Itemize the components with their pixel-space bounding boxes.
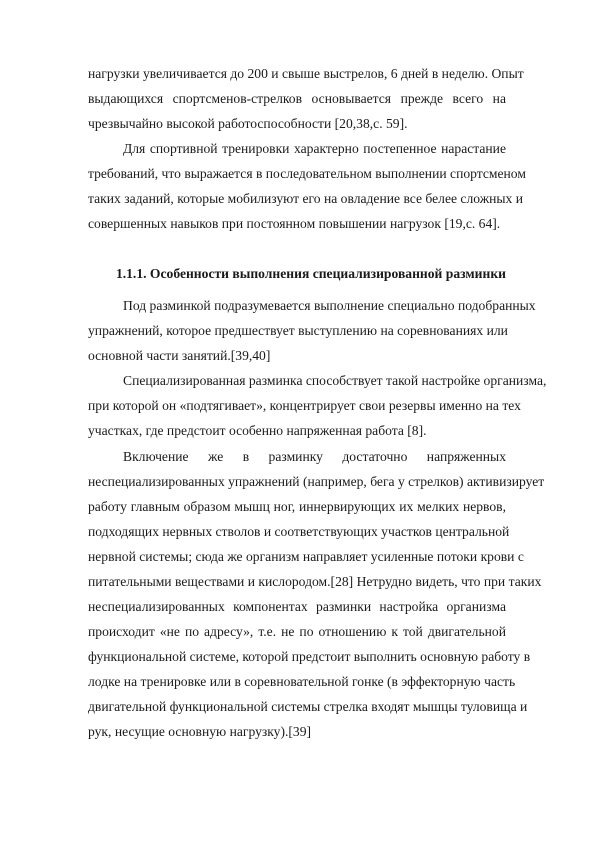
- text-line: выдающихся спортсменов-стрелков основывается прежде всего на: [88, 91, 506, 106]
- text-line: функциональной системе, которой предстоит выполнить основную работу в: [88, 649, 531, 664]
- text-line: совершенных навыков при постоянном повышении нагрузок [19,с. 64].: [88, 216, 501, 231]
- text-line: рук, несущие основную нагрузку).[39]: [88, 724, 312, 739]
- text-line: Для спортивной тренировки характерно постепенное нарастание: [123, 141, 506, 156]
- section-heading: 1.1.1. Особенности выполнения специализированной разминки: [115, 266, 506, 281]
- text-line: подходящих нервных стволов и соответствующих участков центральной: [88, 524, 510, 539]
- text-line: Включение же в разминку достаточно напряженных: [123, 449, 506, 464]
- text-line: неспециализированных упражнений (например, бега у стрелков) активизирует: [88, 474, 545, 489]
- text-line: Под разминкой подразумевается выполнение специально подобранных: [123, 298, 536, 313]
- text-line: неспециализированных компонентах разминки настройка организма: [88, 599, 506, 614]
- text-line: лодке на тренировке или в соревновательной гонке (в эффекторную часть: [88, 674, 516, 689]
- text-line: чрезвычайно высокой работоспособности [20,38,с. 59].: [88, 116, 408, 131]
- text-line: нервной системы; сюда же организм направляет усиленные потоки крови с: [88, 549, 524, 564]
- text-line: двигательной функциональной системы стрелка входят мышцы туловища и: [88, 699, 528, 714]
- text-line: Специализированная разминка способствует такой настройке организма,: [123, 373, 547, 388]
- text-line: требований, что выражается в последовательном выполнении спортсменом: [88, 166, 526, 181]
- text-line: участках, где предстоит особенно напряженная работа [8].: [88, 423, 427, 438]
- text-line: питательными веществами и кислородом.[28] Нетрудно видеть, что при таких: [88, 574, 542, 589]
- text-line: нагрузки увеличивается до 200 и свыше выстрелов, 6 дней в неделю. Опыт: [88, 66, 524, 81]
- text-line: таких заданий, которые мобилизуют его на овладение все белее сложных и: [88, 191, 523, 206]
- text-line: работу главным образом мышц ног, иннервирующих их мелких нервов,: [88, 499, 506, 514]
- text-line: основной части занятий.[39,40]: [88, 348, 271, 363]
- text-line: упражнений, которое предшествует выступлению на соревнованиях или: [88, 323, 508, 338]
- text-line: происходит «не по адресу», т.е. не по отношению к той двигательной: [88, 624, 506, 639]
- text-line: при которой он «подтягивает», концентрирует свои резервы именно на тех: [88, 398, 521, 413]
